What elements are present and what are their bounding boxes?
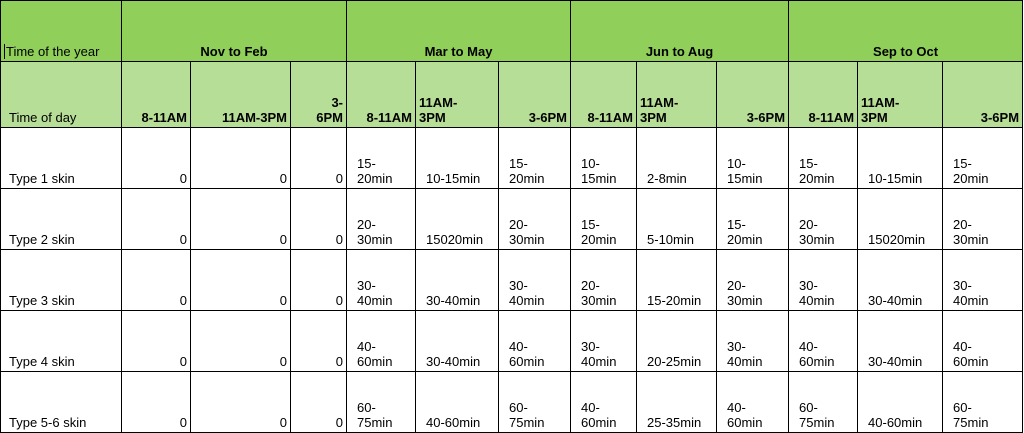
- exposure-cell: 0: [122, 311, 191, 372]
- time-slot-header: 11AM- 3PM: [416, 62, 499, 128]
- exposure-cell: 0: [291, 250, 347, 311]
- exposure-cell: 40- 60min: [571, 372, 637, 433]
- table-row: [1, 250, 1023, 311]
- exposure-cell: 0: [122, 189, 191, 250]
- season-header: Jun to Aug: [571, 1, 789, 62]
- exposure-cell: 30-40min: [416, 250, 499, 311]
- skin-type-label: Type 2 skin: [1, 189, 122, 250]
- exposure-cell: 30-40min: [416, 311, 499, 372]
- exposure-cell: 0: [191, 189, 291, 250]
- table-row: [1, 189, 1023, 250]
- exposure-cell: 20-25min: [637, 311, 717, 372]
- exposure-cell: 10-15min: [858, 128, 943, 189]
- time-slot-header: 3- 6PM: [291, 62, 347, 128]
- exposure-cell: 0: [122, 128, 191, 189]
- exposure-cell: 40-60min: [416, 372, 499, 433]
- time-slot-header: 8-11AM: [347, 62, 416, 128]
- exposure-cell: 30-40min: [858, 311, 943, 372]
- exposure-cell: 15- 20min: [943, 128, 1023, 189]
- exposure-cell: 20- 30min: [717, 250, 789, 311]
- exposure-cell: 30- 40min: [943, 250, 1023, 311]
- exposure-cell: 30-40min: [858, 250, 943, 311]
- time-slot-header: 3-6PM: [717, 62, 789, 128]
- skin-type-label: Type 4 skin: [1, 311, 122, 372]
- exposure-cell: 0: [122, 250, 191, 311]
- exposure-cell: 40- 60min: [717, 372, 789, 433]
- exposure-cell: 30- 40min: [789, 250, 858, 311]
- exposure-cell: 15- 20min: [717, 189, 789, 250]
- exposure-cell: 0: [191, 311, 291, 372]
- exposure-cell: 2-8min: [637, 128, 717, 189]
- time-slot-header: 3-6PM: [943, 62, 1023, 128]
- time-slot-header: 11AM- 3PM: [858, 62, 943, 128]
- exposure-cell: 40- 60min: [347, 311, 416, 372]
- exposure-cell: 0: [291, 311, 347, 372]
- exposure-cell: 0: [191, 250, 291, 311]
- exposure-cell: 20- 30min: [347, 189, 416, 250]
- exposure-cell: 30- 40min: [717, 311, 789, 372]
- exposure-cell: 60- 75min: [499, 372, 571, 433]
- exposure-cell: 15- 20min: [571, 189, 637, 250]
- exposure-cell: 60- 75min: [789, 372, 858, 433]
- exposure-cell: 40- 60min: [499, 311, 571, 372]
- exposure-cell: 15- 20min: [347, 128, 416, 189]
- skin-type-label: Type 1 skin: [1, 128, 122, 189]
- time-slot-header: 8-11AM: [789, 62, 858, 128]
- exposure-cell: 0: [191, 372, 291, 433]
- exposure-cell: 30- 40min: [499, 250, 571, 311]
- skin-type-label: Type 3 skin: [1, 250, 122, 311]
- exposure-cell: 40- 60min: [789, 311, 858, 372]
- time-slot-header: 8-11AM: [571, 62, 637, 128]
- exposure-cell: 30- 40min: [347, 250, 416, 311]
- exposure-cell: 60- 75min: [943, 372, 1023, 433]
- exposure-cell: 15020min: [858, 189, 943, 250]
- exposure-cell: 20- 30min: [571, 250, 637, 311]
- exposure-cell: 40-60min: [858, 372, 943, 433]
- time-of-day-header-row: [1, 62, 1023, 128]
- exposure-cell: 15-20min: [637, 250, 717, 311]
- exposure-cell: 20- 30min: [943, 189, 1023, 250]
- exposure-cell: 0: [291, 372, 347, 433]
- exposure-cell: 20- 30min: [789, 189, 858, 250]
- exposure-cell: 15- 20min: [499, 128, 571, 189]
- time-of-day-header: Time of day: [1, 62, 122, 128]
- exposure-cell: 30- 40min: [571, 311, 637, 372]
- season-header-row: [1, 1, 1023, 62]
- table-row: [1, 311, 1023, 372]
- exposure-cell: 0: [122, 372, 191, 433]
- exposure-cell: 20- 30min: [499, 189, 571, 250]
- exposure-cell: 10- 15min: [571, 128, 637, 189]
- exposure-cell: 10-15min: [416, 128, 499, 189]
- table-row: [1, 128, 1023, 189]
- time-slot-header: 11AM- 3PM: [637, 62, 717, 128]
- season-header: Mar to May: [347, 1, 571, 62]
- time-of-year-header[interactable]: Time of the year: [1, 1, 122, 62]
- exposure-cell: 5-10min: [637, 189, 717, 250]
- exposure-cell: 60- 75min: [347, 372, 416, 433]
- exposure-cell: 0: [191, 128, 291, 189]
- table-row: [1, 372, 1023, 433]
- time-slot-header: 11AM-3PM: [191, 62, 291, 128]
- season-header: Nov to Feb: [122, 1, 347, 62]
- exposure-cell: 0: [291, 189, 347, 250]
- exposure-cell: 0: [291, 128, 347, 189]
- exposure-cell: 10- 15min: [717, 128, 789, 189]
- skin-type-label: Type 5-6 skin: [1, 372, 122, 433]
- time-slot-header: 8-11AM: [122, 62, 191, 128]
- time-slot-header: 3-6PM: [499, 62, 571, 128]
- exposure-cell: 40- 60min: [943, 311, 1023, 372]
- exposure-cell: 15020min: [416, 189, 499, 250]
- season-header: Sep to Oct: [789, 1, 1023, 62]
- exposure-cell: 25-35min: [637, 372, 717, 433]
- exposure-cell: 15- 20min: [789, 128, 858, 189]
